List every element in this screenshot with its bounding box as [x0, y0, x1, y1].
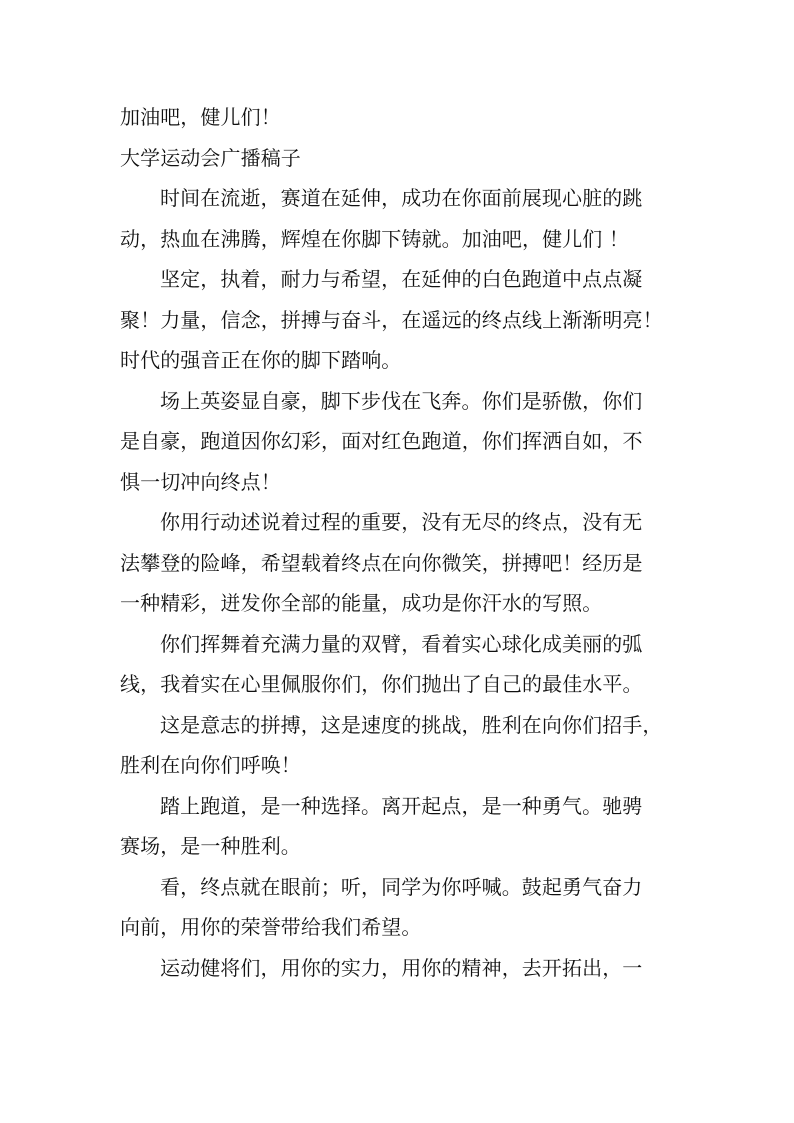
text-line: 踏上跑道，是一种选择。离开起点，是一种勇气。驰骋: [160, 793, 643, 818]
text-line: 场上英姿显自豪，脚下步伐在飞奔。你们是骄傲，你们: [160, 388, 643, 413]
text-line: 线，我着实在心里佩服你们，你们抛出了自己的最佳水平。: [120, 672, 643, 696]
text-line: 一种精彩，迸发你全部的能量，成功是你汗水的写照。: [120, 591, 603, 615]
text-line: 惧一切冲向终点！: [120, 469, 281, 494]
text-line: 你们挥舞着充满力量的双臂，看着实心球化成美丽的弧: [160, 631, 643, 656]
text-line: 胜利在向你们呼唤！: [120, 753, 301, 777]
text-line: 看，终点就在眼前；听，同学为你呼喊。鼓起勇气奋力: [160, 874, 643, 899]
text-line: 运动健将们，用你的实力，用你的精神，去开拓出，一: [160, 955, 643, 980]
text-line: 法攀登的险峰，希望载着终点在向你微笑，拼搏吧！经历是: [120, 550, 643, 575]
text-line: 时间在流逝，赛道在延伸，成功在你面前展现心脏的跳: [160, 186, 643, 210]
text-line: 这是意志的拼搏，这是速度的挑战，胜利在向你们招手，: [160, 712, 663, 737]
text-line: 是自豪，跑道因你幻彩，面对红色跑道，你们挥洒自如，不: [120, 429, 643, 453]
text-line: 你用行动述说着过程的重要，没有无尽的终点，没有无: [160, 510, 643, 534]
text-line: 赛场，是一种胜利。: [120, 834, 301, 858]
text-line: 加油吧，健儿们！: [120, 105, 281, 129]
text-line: 时代的强音正在你的脚下踏响。: [120, 348, 402, 372]
text-line: 向前，用你的荣誉带给我们希望。: [120, 915, 422, 939]
document-title: 大学运动会广播稿子: [120, 145, 301, 170]
text-line: 坚定，执着，耐力与希望，在延伸的白色跑道中点点凝: [160, 267, 643, 291]
document-body: [120, 97, 680, 988]
text-line: 聚！力量，信念，拼搏与奋斗，在遥远的终点线上渐渐明亮！: [120, 307, 663, 332]
text-line: 动，热血在沸腾，辉煌在你脚下铸就。加油吧，健儿们 ！: [120, 226, 629, 251]
